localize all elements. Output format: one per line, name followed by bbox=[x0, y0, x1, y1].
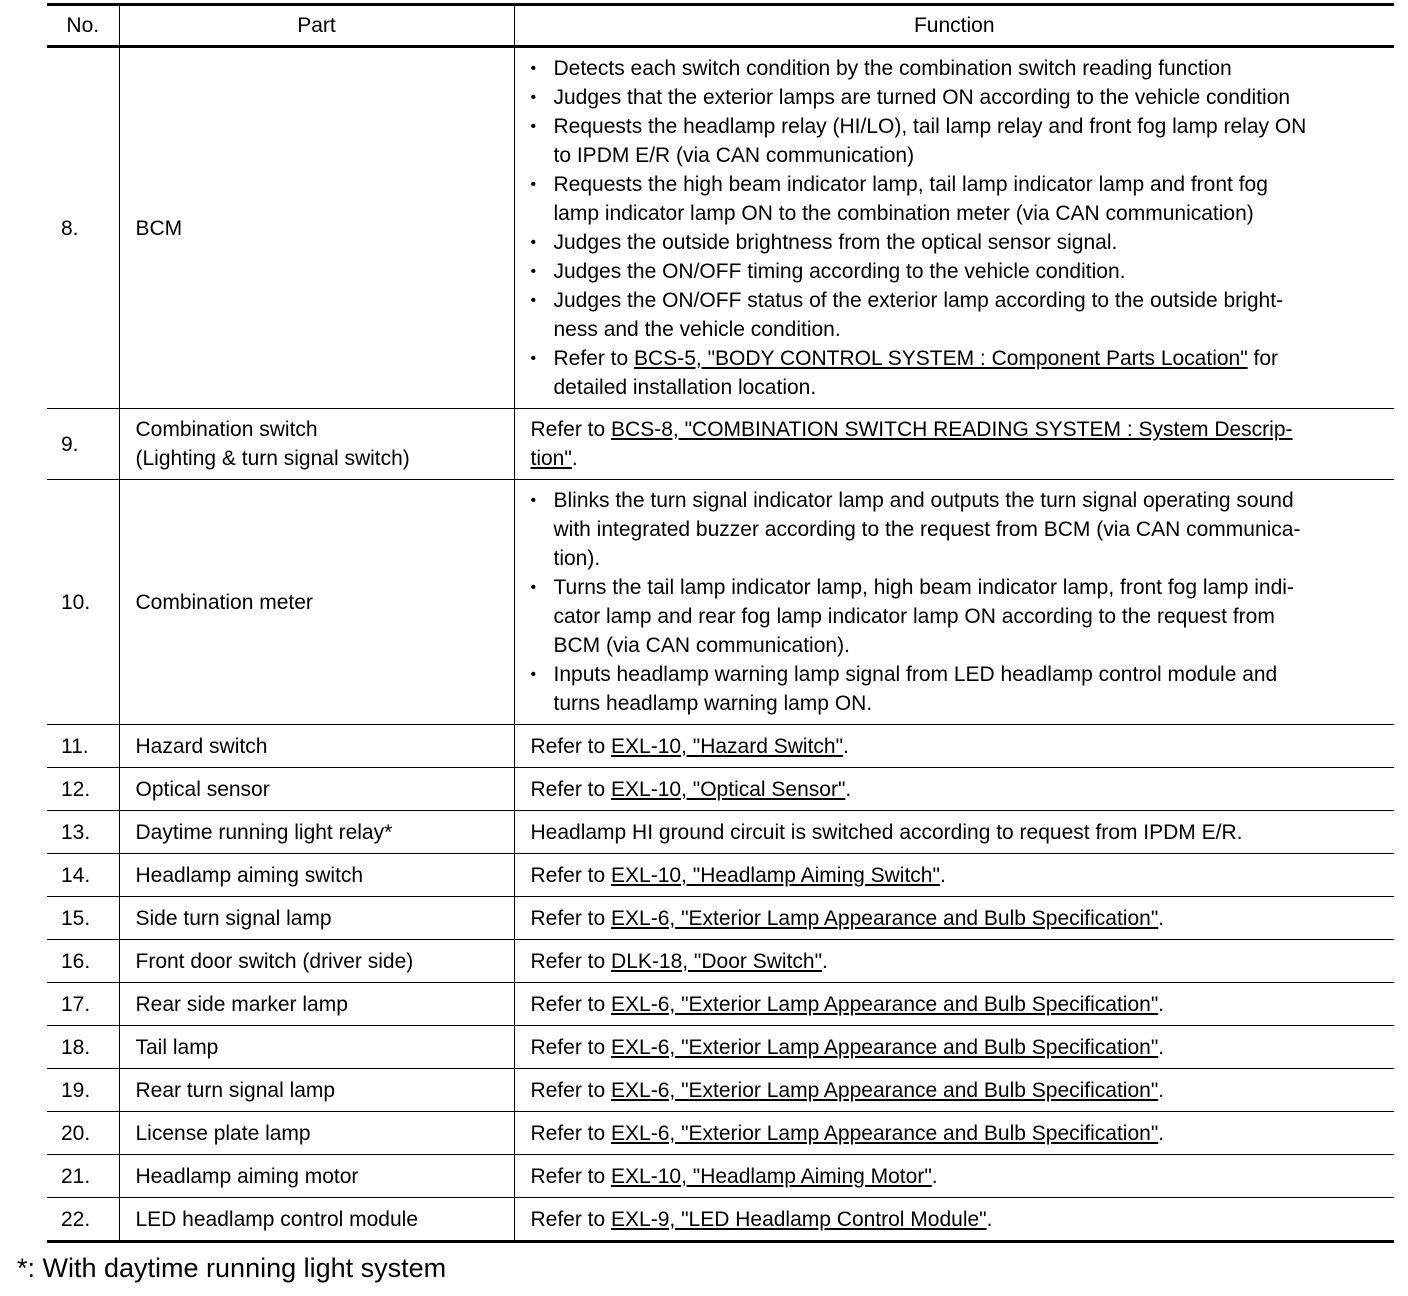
function-cell bbox=[514, 1155, 1394, 1198]
row-number: 16. bbox=[61, 949, 91, 973]
ref-prefix: Refer to bbox=[553, 347, 635, 370]
ref-prefix: Refer to bbox=[530, 734, 612, 758]
reference-link-continued[interactable]: tion" bbox=[530, 447, 572, 470]
part-name: Daytime running light relay* bbox=[119, 811, 514, 854]
bullet-text: Inputs headlamp warning lamp signal from LED headlamp control module and bbox=[553, 663, 1278, 686]
part-name-line: Combination switch bbox=[135, 418, 318, 441]
table-row bbox=[47, 1069, 1394, 1112]
bullet-text: Requests the high beam indicator lamp, tail lamp indicator lamp and front fog bbox=[553, 173, 1268, 196]
table-row bbox=[47, 725, 1394, 768]
bullet-item bbox=[531, 286, 1387, 344]
ref-prefix: Refer to bbox=[530, 1035, 612, 1059]
bullet-text: lamp indicator lamp ON to the combination meter (via CAN communication) bbox=[553, 202, 1254, 225]
function-text: Headlamp HI ground circuit is switched according to request from IPDM E/R. bbox=[514, 811, 1394, 854]
part-name: BCM bbox=[119, 47, 514, 409]
row-number: 19. bbox=[61, 1078, 91, 1102]
bullet-text: ness and the vehicle condition. bbox=[553, 318, 841, 341]
ref-prefix: Refer to bbox=[530, 1121, 612, 1145]
table-row bbox=[47, 409, 1394, 480]
bullet-item bbox=[531, 170, 1387, 228]
reference-link[interactable]: EXL-10, "Headlamp Aiming Motor" bbox=[611, 1164, 932, 1188]
bullet-text: Judges that the exterior lamps are turned ON according to the vehicle condition bbox=[553, 86, 1291, 109]
bullet-item bbox=[531, 257, 1387, 286]
reference-link[interactable]: EXL-9, "LED Headlamp Control Module" bbox=[611, 1207, 987, 1231]
row-number: 13. bbox=[61, 820, 91, 844]
function-bullet-list bbox=[531, 54, 1387, 402]
part-name: Side turn signal lamp bbox=[119, 897, 514, 940]
part-name bbox=[119, 409, 514, 480]
function-cell bbox=[514, 1026, 1394, 1069]
function-cell bbox=[514, 480, 1394, 725]
bullet-text: with integrated buzzer according to the request from BCM (via CAN communica- bbox=[553, 518, 1301, 541]
bullet-text: Judges the ON/OFF status of the exterior lamp according to the outside bright- bbox=[553, 289, 1284, 312]
reference-link[interactable]: BCS-5, "BODY CONTROL SYSTEM : Component Parts Location" bbox=[634, 347, 1248, 370]
ref-prefix: Refer to bbox=[530, 906, 612, 930]
table-row bbox=[47, 768, 1394, 811]
table-row bbox=[47, 1198, 1394, 1242]
row-number: 22. bbox=[61, 1207, 91, 1231]
bullet-text: detailed installation location. bbox=[553, 376, 817, 399]
function-cell bbox=[514, 854, 1394, 897]
table-header-row bbox=[47, 5, 1394, 47]
ref-suffix: . bbox=[822, 949, 828, 973]
ref-suffix: . bbox=[1158, 1035, 1165, 1059]
table-row bbox=[47, 983, 1394, 1026]
table-row bbox=[47, 940, 1394, 983]
part-name: Rear side marker lamp bbox=[119, 983, 514, 1026]
ref-prefix: Refer to bbox=[530, 992, 612, 1016]
bullet-text: BCM (via CAN communication). bbox=[553, 634, 850, 657]
row-number: 15. bbox=[61, 906, 91, 930]
ref-suffix: . bbox=[939, 863, 946, 887]
component-parts-table bbox=[47, 3, 1394, 1243]
table-row bbox=[47, 480, 1394, 725]
part-name: Tail lamp bbox=[119, 1026, 514, 1069]
bullet-text: Detects each switch condition by the combination switch reading function bbox=[553, 57, 1232, 80]
table-row bbox=[47, 854, 1394, 897]
table-row bbox=[47, 811, 1394, 854]
function-cell bbox=[514, 1069, 1394, 1112]
function-cell bbox=[514, 725, 1394, 768]
bullet-text: Turns the tail lamp indicator lamp, high beam indicator lamp, front fog lamp indi- bbox=[553, 576, 1294, 599]
row-number: 10. bbox=[61, 590, 91, 614]
reference-link[interactable]: EXL-10, "Hazard Switch" bbox=[611, 734, 844, 758]
header-no: No. bbox=[66, 13, 100, 37]
ref-suffix: for bbox=[1247, 347, 1279, 370]
part-name: License plate lamp bbox=[119, 1112, 514, 1155]
row-number: 14. bbox=[61, 863, 91, 887]
ref-prefix: Refer to bbox=[530, 1207, 612, 1231]
ref-suffix: . bbox=[931, 1164, 938, 1188]
ref-prefix: Refer to bbox=[530, 1164, 612, 1188]
part-name: LED headlamp control module bbox=[119, 1198, 514, 1242]
function-cell bbox=[514, 940, 1394, 983]
row-number: 9. bbox=[61, 432, 79, 456]
ref-suffix: . bbox=[1158, 992, 1165, 1016]
part-name: Rear turn signal lamp bbox=[119, 1069, 514, 1112]
function-cell bbox=[514, 897, 1394, 940]
function-bullet-list bbox=[531, 486, 1387, 718]
row-number: 21. bbox=[61, 1164, 91, 1188]
part-name: Headlamp aiming switch bbox=[119, 854, 514, 897]
part-name: Hazard switch bbox=[119, 725, 514, 768]
ref-suffix: . bbox=[843, 734, 849, 758]
part-name: Combination meter bbox=[119, 480, 514, 725]
row-number: 11. bbox=[61, 734, 89, 758]
ref-prefix: Refer to bbox=[530, 418, 612, 441]
header-part: Part bbox=[119, 5, 514, 47]
reference-link[interactable]: EXL-10, "Headlamp Aiming Switch" bbox=[611, 863, 940, 887]
row-number: 18. bbox=[61, 1035, 91, 1059]
reference-link[interactable]: EXL-6, "Exterior Lamp Appearance and Bulb Specification" bbox=[611, 906, 1159, 930]
bullet-text: Blinks the turn signal indicator lamp and outputs the turn signal operating sound bbox=[553, 489, 1294, 512]
bullet-text: Judges the outside brightness from the optical sensor signal. bbox=[553, 231, 1118, 254]
function-cell bbox=[514, 983, 1394, 1026]
table-row bbox=[47, 897, 1394, 940]
ref-prefix: Refer to bbox=[530, 777, 612, 801]
bullet-item bbox=[531, 112, 1387, 170]
ref-suffix: . bbox=[1158, 1078, 1165, 1102]
table-row bbox=[47, 1112, 1394, 1155]
row-number: 8. bbox=[61, 216, 79, 240]
bullet-text: Requests the headlamp relay (HI/LO), tail lamp relay and front fog lamp relay ON bbox=[553, 115, 1307, 138]
ref-suffix: . bbox=[1158, 906, 1165, 930]
bullet-item bbox=[531, 54, 1387, 83]
table-row bbox=[47, 1155, 1394, 1198]
reference-link[interactable]: DLK-18, "Door Switch" bbox=[611, 949, 823, 973]
footnote: *: With daytime running light system bbox=[17, 1253, 447, 1283]
function-cell bbox=[514, 47, 1394, 409]
row-number: 17. bbox=[61, 992, 91, 1016]
reference-link[interactable]: EXL-6, "Exterior Lamp Appearance and Bulb Specification" bbox=[611, 992, 1159, 1016]
part-name: Front door switch (driver side) bbox=[119, 940, 514, 983]
ref-suffix: . bbox=[845, 777, 852, 801]
ref-suffix: . bbox=[1158, 1121, 1165, 1145]
function-cell bbox=[514, 1198, 1394, 1242]
part-name: Headlamp aiming motor bbox=[119, 1155, 514, 1198]
bullet-text: cator lamp and rear fog lamp indicator lamp ON according to the request from bbox=[553, 605, 1275, 628]
reference-link[interactable]: EXL-10, "Optical Sensor" bbox=[611, 777, 846, 801]
reference-link[interactable]: EXL-6, "Exterior Lamp Appearance and Bulb Specification" bbox=[611, 1121, 1159, 1145]
ref-prefix: Refer to bbox=[530, 863, 612, 887]
bullet-text: Judges the ON/OFF timing according to the vehicle condition. bbox=[553, 260, 1126, 283]
row-number: 20. bbox=[61, 1121, 91, 1145]
bullet-item bbox=[531, 228, 1387, 257]
bullet-text: to IPDM E/R (via CAN communication) bbox=[553, 144, 915, 167]
ref-suffix: . bbox=[571, 447, 578, 470]
ref-suffix: . bbox=[986, 1207, 993, 1231]
function-cell bbox=[514, 1112, 1394, 1155]
table-row bbox=[47, 47, 1394, 409]
part-name-line: (Lighting & turn signal switch) bbox=[135, 447, 410, 470]
ref-prefix: Refer to bbox=[530, 949, 612, 973]
bullet-item bbox=[531, 344, 1387, 402]
reference-link[interactable]: EXL-6, "Exterior Lamp Appearance and Bulb Specification" bbox=[611, 1078, 1159, 1102]
bullet-item bbox=[531, 486, 1387, 573]
function-cell bbox=[514, 768, 1394, 811]
bullet-text: tion). bbox=[553, 547, 601, 570]
part-name: Optical sensor bbox=[119, 768, 514, 811]
bullet-item bbox=[531, 83, 1387, 112]
bullet-item bbox=[531, 573, 1387, 660]
row-number: 12. bbox=[61, 777, 91, 801]
bullet-item bbox=[531, 660, 1387, 718]
reference-link[interactable]: EXL-6, "Exterior Lamp Appearance and Bulb Specification" bbox=[611, 1035, 1159, 1059]
reference-link[interactable]: BCS-8, "COMBINATION SWITCH READING SYSTEM : System Descrip- bbox=[611, 418, 1293, 441]
function-cell bbox=[514, 409, 1394, 480]
ref-prefix: Refer to bbox=[530, 1078, 612, 1102]
table-row bbox=[47, 1026, 1394, 1069]
header-function: Function bbox=[514, 5, 1394, 47]
bullet-text: turns headlamp warning lamp ON. bbox=[553, 692, 873, 715]
